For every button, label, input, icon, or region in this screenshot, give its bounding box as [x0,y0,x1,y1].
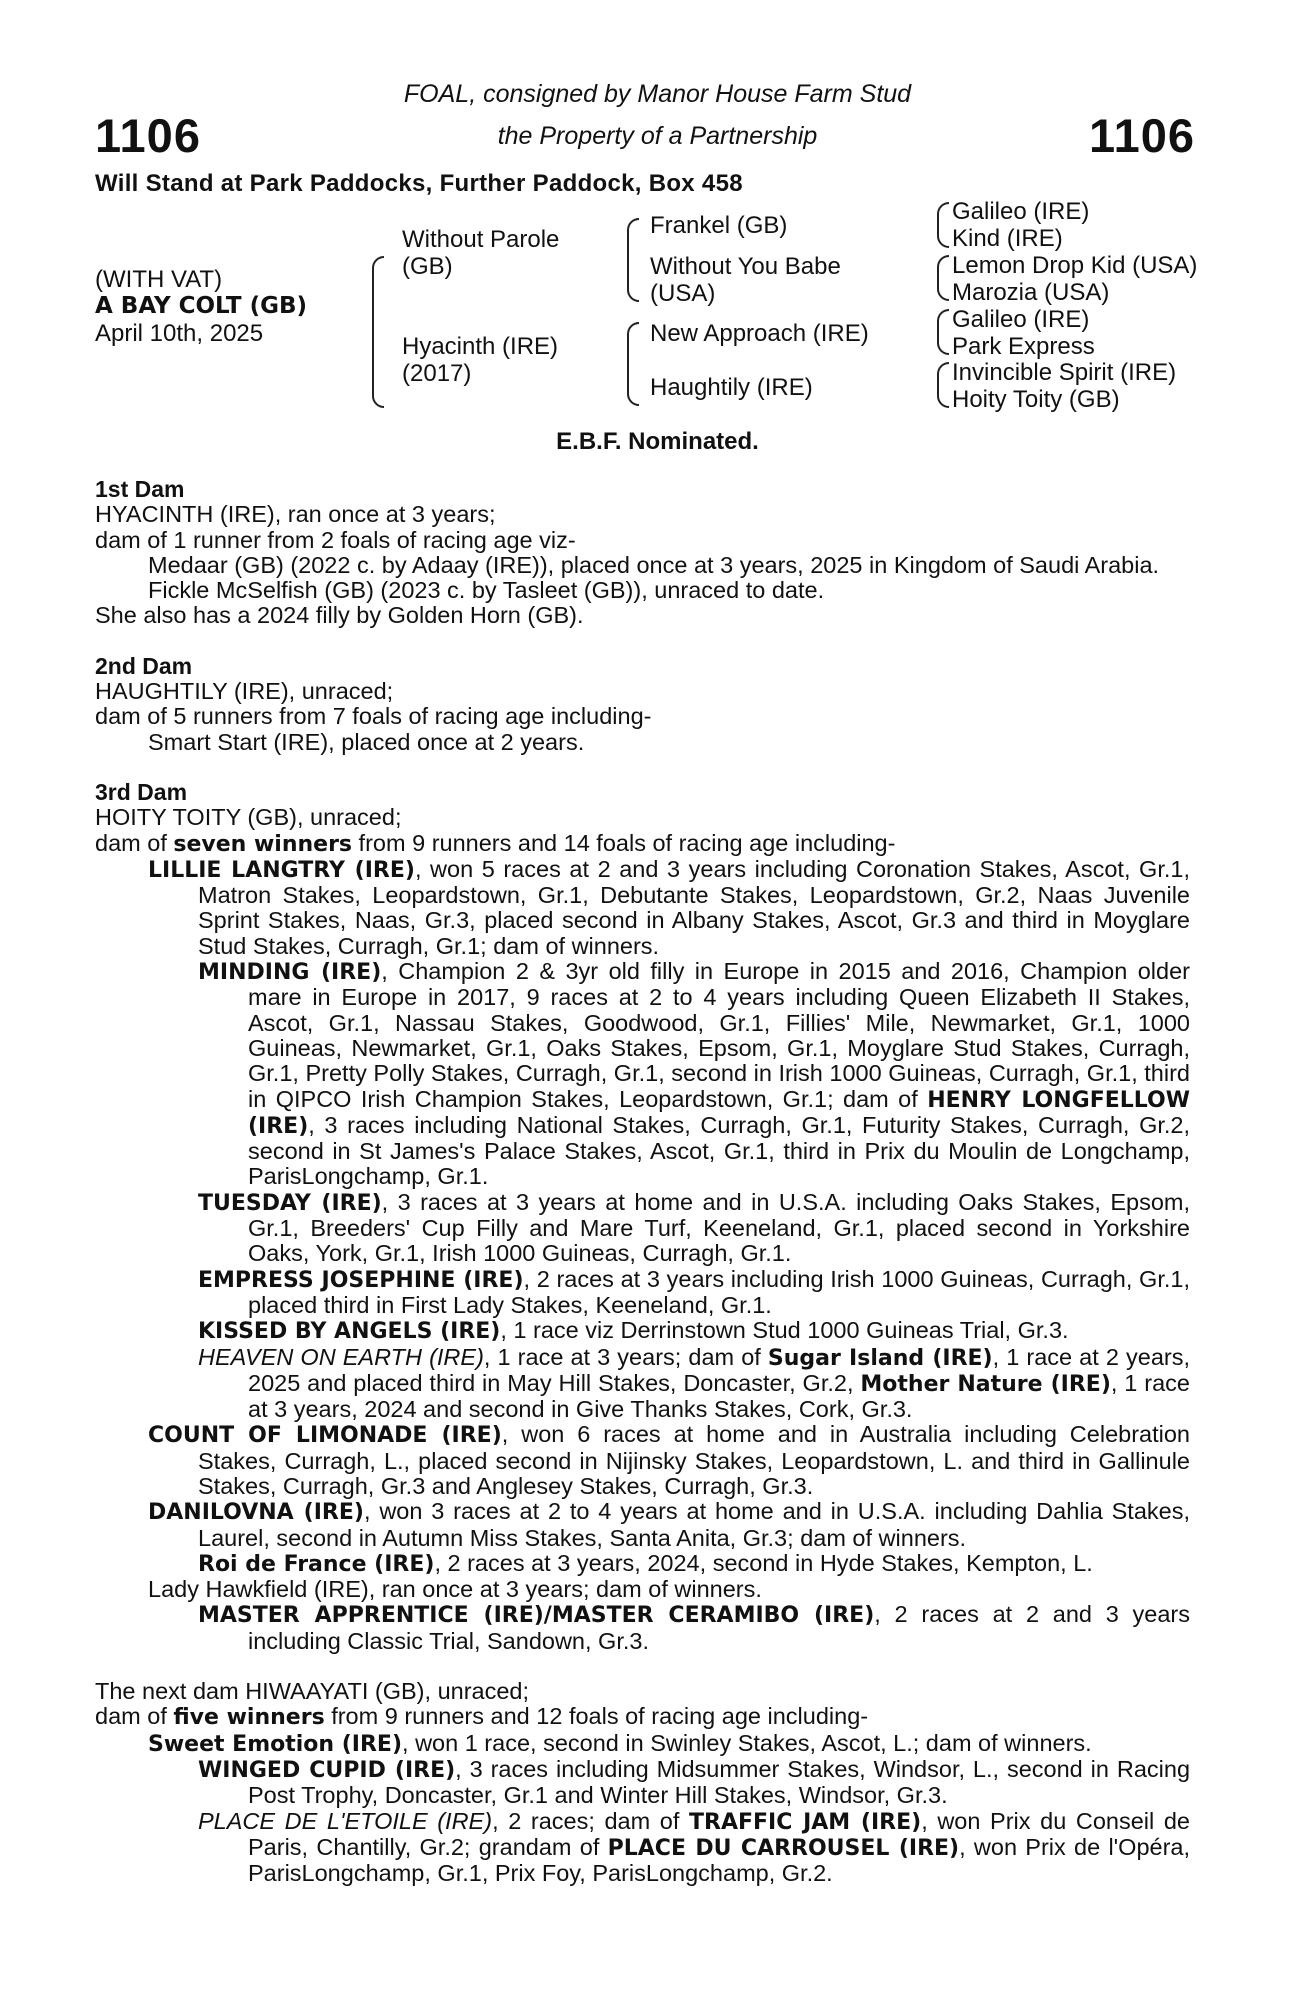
pedigree-brace-dam [627,322,639,406]
horse-vat: (WITH VAT) [95,266,223,293]
progeny-minding: MINDING (IRE), Champion 2 & 3yr old filly in Europe in 2015 and 2016, Champion older mare in Europe in 2017, 9 races at 2 to 4 years including Queen Elizabeth II Stakes, Ascot, Gr.1, Nassau Stakes, Goodwood, Gr.1, Fillies' Mile, Newmarket, Gr.1, 1000 Guineas, Newmarket, Gr.1, Oaks Stakes, Epsom, Gr.1, Moyglare Stud Stakes, Curragh, Gr.1, Pretty Polly Stakes, Curragh, Gr.1, second in Irish 1000 Guineas, Curragh, Gr.1, third in QIPCO Irish Champion Stakes, Leopardstown, Gr.1; dam of HENRY LONGFELLOW (IRE), 3 races including National Stakes, Curragh, Gr.1, Futurity Stakes, Curragh, Gr.2, second in St James's Palace Stakes, Ascot, Gr.1, third in Prix du Moulin de Longchamp, ParisLongchamp, Gr.1. [198,958,1191,1190]
pedigree-sire: Without Parole [402,226,560,253]
next-dam-line2: dam of five winners from 9 runners and 12 foals of racing age including- [95,1703,869,1731]
pedigree-ss: Frankel (GB) [650,212,788,239]
pedigree-ssd: Kind (IRE) [952,225,1063,252]
pedigree-brace-2 [937,255,949,301]
second-dam-progeny-1: Smart Start (IRE), placed once at 2 years. [148,728,585,755]
pedigree-sds: Lemon Drop Kid (USA) [952,252,1198,279]
progeny-winged-cupid: WINGED CUPID (IRE), 3 races including Midsummer Stakes, Windsor, L., second in Racing Post Trophy, Doncaster, Gr.1 and Winter Hill Stakes, Windsor, Gr.3. [198,1755,1191,1809]
second-dam-line2: dam of 5 runners from 7 foals of racing age including- [95,703,652,730]
pedigree-brace-3 [937,309,949,355]
pedigree-brace-4 [937,362,949,408]
third-dam-line2: dam of seven winners from 9 runners and 14 foals of racing age including- [95,829,896,857]
pedigree-dam: Hyacinth (IRE) [402,333,559,360]
progeny-tuesday: TUESDAY (IRE), 3 races at 3 years at home and in U.S.A. including Oaks Stakes, Epsom, Gr.1, Breeders' Cup Filly and Mare Turf, Keeneland, Gr.1, placed second in Yorkshire Oaks, York, Gr.1, Irish 1000 Guineas, Curragh, Gr.1. [198,1188,1191,1267]
lot-number-left: 1106 [95,109,201,162]
horse-dob: April 10th, 2025 [95,320,264,347]
first-dam-line2: dam of 1 runner from 2 foals of racing age viz- [95,526,576,553]
progeny-sweet-emotion: Sweet Emotion (IRE), won 1 race, second in Swinley Stakes, Ascot, L.; dam of winners. [148,1729,1092,1757]
ebf-nominated: E.B.F. Nominated. [556,428,759,455]
progeny-lady-hawkfield: Lady Hawkfield (IRE), ran once at 3 years; dam of winners. [148,1576,762,1603]
pedigree-dds: Invincible Spirit (IRE) [952,359,1177,386]
pedigree-brace-1 [937,202,949,248]
first-dam-line3: She also has a 2024 filly by Golden Horn (GB). [95,602,584,629]
second-dam-heading: 2nd Dam [95,652,193,679]
pedigree-dd: Haughtily (IRE) [650,374,813,401]
consignor-line: FOAL, consigned by Manor House Farm Stud [403,80,912,108]
second-dam-line1: HAUGHTILY (IRE), unraced; [95,678,394,705]
pedigree-sd-country: (USA) [650,280,716,307]
pedigree-brace-main [372,256,384,408]
first-dam-line1: HYACINTH (IRE), ran once at 3 years; [95,501,496,528]
pedigree-sss: Galileo (IRE) [952,198,1090,225]
lot-number-right: 1106 [1089,109,1195,162]
progeny-master-apprentice: MASTER APPRENTICE (IRE)/MASTER CERAMIBO (IRE), 2 races at 2 and 3 years including Classic Trial, Sandown, Gr.3. [198,1601,1191,1654]
progeny-kissed-by-angels: KISSED BY ANGELS (IRE), 1 race viz Derrinstown Stud 1000 Guineas Trial, Gr.3. [198,1317,1069,1345]
progeny-count-of-limonade: COUNT OF LIMONADE (IRE), won 6 races at home and in Australia including Celebration Stakes, Curragh, L., placed second in Nijinsky Stakes, Leopardstown, L. and third in Gallinule Stakes, Curragh, Gr.3 and Anglesey Stakes, Curragh, Gr.3. [148,1421,1190,1499]
pedigree-sd: Without You Babe [650,253,841,280]
progeny-place-de-l-etoile: PLACE DE L'ETOILE (IRE), 2 races; dam of TRAFFIC JAM (IRE), won Prix du Conseil de Paris, Chantilly, Gr.2; grandam of PLACE DU CARROUSEL (IRE), won Prix de l'Opéra, ParisLongchamp, Gr.1, Prix Foy, ParisLongchamp, Gr.2. [198,1807,1191,1887]
catalogue-body [95,477,1190,1886]
pedigree-dsd: Park Express [952,333,1095,360]
pedigree-brace-sire [627,218,639,302]
owner-line: the Property of a Partnership [497,122,818,150]
pedigree-ds: New Approach (IRE) [650,320,869,347]
pedigree-sire-country: (GB) [402,253,453,280]
progeny-danilovna: DANILOVNA (IRE), won 3 races at 2 to 4 years at home and in U.S.A. including Dahlia Stakes, Laurel, second in Autumn Miss Stakes, Santa Anita, Gr.3; dam of winners. [148,1498,1190,1551]
horse-name: A BAY COLT (GB) [95,293,308,319]
next-dam-line1: The next dam HIWAAYATI (GB), unraced; [95,1678,530,1705]
pedigree-sdd: Marozia (USA) [952,279,1110,306]
pedigree-dam-year: (2017) [402,360,472,387]
first-dam-progeny-1: Medaar (GB) (2022 c. by Adaay (IRE)), placed once at 3 years, 2025 in Kingdom of Saudi Arabia. [148,551,1160,578]
progeny-empress-josephine: EMPRESS JOSEPHINE (IRE), 2 races at 3 years including Irish 1000 Guineas, Curragh, Gr.1, placed third in First Lady Stakes, Keeneland, Gr.1. [198,1265,1190,1318]
progeny-lillie-langtry: LILLIE LANGTRY (IRE), won 5 races at 2 and 3 years including Coronation Stakes, Ascot, Gr.1, Matron Stakes, Leopardstown, Gr.1, Debutante Stakes, Leopardstown, Gr.2, Naas Juvenile Sprint Stakes, Naas, Gr.3, placed second in Albany Stakes, Ascot, Gr.3 and third in Moyglare Stud Stakes, Curragh, Gr.1; dam of winners. [148,855,1190,959]
pedigree-ddd: Hoity Toity (GB) [952,386,1120,413]
first-dam-progeny-2: Fickle McSelfish (GB) (2023 c. by Tasleet (GB)), unraced to date. [148,577,825,604]
progeny-heaven-on-earth: HEAVEN ON EARTH (IRE), 1 race at 3 years; dam of Sugar Island (IRE), 1 race at 2 years, 2025 and placed third in May Hill Stakes, Doncaster, Gr.2, Mother Nature (IRE), 1 race at 3 years, 2024 and second in Give Thanks Stakes, Cork, Gr.3. [198,1343,1191,1423]
first-dam-heading: 1st Dam [95,476,185,502]
third-dam-heading: 3rd Dam [95,778,188,805]
stand-line: Will Stand at Park Paddocks, Further Paddock, Box 458 [95,170,743,197]
progeny-roi-de-france: Roi de France (IRE), 2 races at 3 years, 2024, second in Hyde Stakes, Kempton, L. [198,1549,1093,1577]
third-dam-line1: HOITY TOITY (GB), unraced; [95,804,402,831]
pedigree-dss: Galileo (IRE) [952,306,1090,333]
